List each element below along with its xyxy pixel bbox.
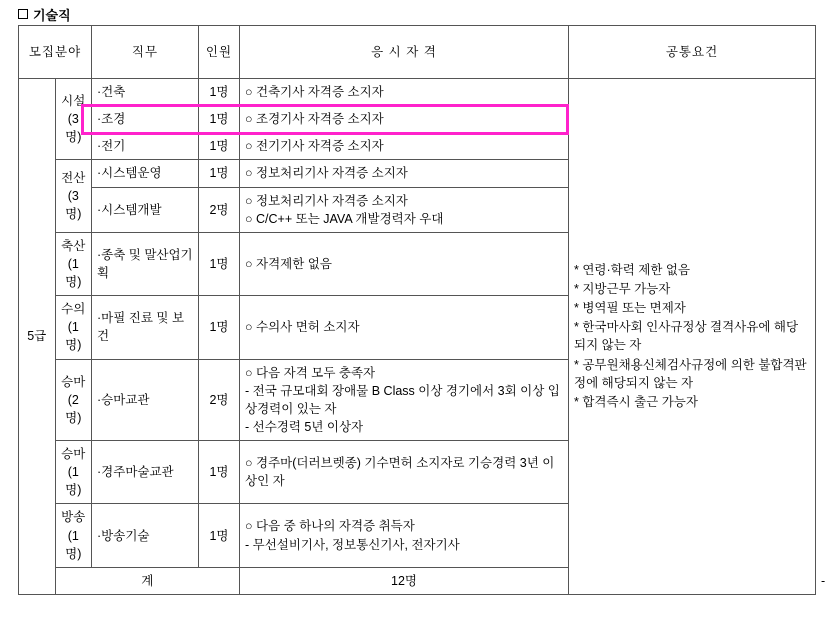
qualification-cell	[240, 296, 569, 359]
qualification-cell	[240, 160, 569, 187]
column-header-qualification: 응 시 자 격	[240, 26, 569, 79]
field-label-line3: 명)	[65, 338, 82, 353]
field-label-line3: 명)	[65, 207, 82, 222]
page-title-text: 기술직	[33, 8, 71, 23]
field-label-line2: (1	[67, 256, 79, 271]
qualification-cell	[240, 359, 569, 441]
qualification-cell	[240, 106, 569, 133]
field-label-line1: 수의	[61, 302, 86, 317]
job-cell: ·경주마술교관	[92, 441, 199, 504]
qualification-cell	[240, 504, 569, 567]
qualification-cell	[240, 441, 569, 504]
count-cell: 1명	[199, 106, 240, 133]
common-requirement-item: * 병역필 또는 면제자	[574, 301, 686, 316]
field-label-line2: (1	[67, 320, 79, 335]
field-label-line1: 승마	[61, 374, 86, 389]
column-header-common: 공통요건	[569, 26, 816, 79]
count-cell: 1명	[199, 133, 240, 160]
job-cell: ·종축 및 말산업기획	[92, 232, 199, 295]
field-cell-equestrian	[55, 359, 92, 441]
count-cell: 2명	[199, 359, 240, 441]
common-requirements-cell	[569, 79, 816, 595]
count-cell: 1명	[199, 160, 240, 187]
column-header-job: 직무	[92, 26, 199, 79]
field-cell-broadcasting	[55, 504, 92, 567]
field-label-line3: 명)	[65, 483, 82, 498]
field-cell-it	[55, 160, 92, 232]
job-cell: ·시스템개발	[92, 187, 199, 232]
job-cell: ·전기	[92, 133, 199, 160]
qualification-line: ○ 전기기사 자격증 소지자	[245, 139, 384, 154]
field-cell-veterinary	[55, 296, 92, 359]
count-cell: 2명	[199, 187, 240, 232]
qualification-line: ○ 경주마(더러브렛종) 기수면허 소지자로 기승경력 3년 이상인 자	[245, 456, 555, 489]
table-header	[19, 26, 816, 79]
field-label-line2: (1	[67, 528, 79, 543]
count-cell: 1명	[199, 232, 240, 295]
table-total-row: 계 12명 -	[19, 567, 816, 594]
field-label-line2: (1	[67, 465, 79, 480]
field-cell-livestock	[55, 232, 92, 295]
count-cell: 1명	[199, 504, 240, 567]
qualification-line: ○ 수의사 면허 소지자	[245, 320, 360, 335]
qualification-line: ○ 정보처리기사 자격증 소지자	[245, 166, 408, 181]
recruitment-table	[18, 25, 825, 595]
job-cell: ·시스템운영	[92, 160, 199, 187]
page-title	[18, 5, 71, 24]
field-label-line2: (2	[67, 392, 79, 407]
field-cell-facility	[55, 79, 92, 160]
column-header-count: 인원	[199, 26, 240, 79]
total-label: 계	[55, 567, 240, 594]
field-label-line3: 명)	[65, 130, 82, 145]
qualification-line: - 선수경력 5년 이상자	[245, 419, 364, 434]
qualification-line: ○ 자격제한 없음	[245, 256, 332, 271]
job-cell: ·승마교관	[92, 359, 199, 441]
common-requirement-item: * 연령·학력 제한 없음	[574, 262, 691, 277]
count-cell: 1명	[199, 296, 240, 359]
column-header-field: 모집분야	[19, 26, 92, 79]
field-label-line3: 명)	[65, 546, 82, 561]
common-requirement-item: * 한국마사회 인사규정상 결격사유에 해당되지 않는 자	[574, 320, 799, 353]
table-header-row	[19, 26, 816, 79]
qualification-line: ○ 다음 자격 모두 충족자	[245, 365, 376, 380]
field-label-line1: 방송	[61, 510, 86, 525]
field-label-line1: 시설	[61, 94, 86, 108]
square-outline-icon	[18, 9, 28, 19]
qualification-line: ○ C/C++ 또는 JAVA 개발경력자 우대	[245, 211, 444, 226]
common-requirement-item: * 합격즉시 출근 가능자	[574, 394, 698, 409]
qualification-line: - 전국 규모대회 장애물 B Class 이상 경기에서 3회 이상 입상경력이 있는 자	[245, 383, 560, 416]
total-count: 12명	[240, 567, 569, 594]
table-row	[19, 79, 816, 106]
count-cell: 1명	[199, 79, 240, 106]
field-cell-equestrian-racing	[55, 441, 92, 504]
field-label-line2: (3	[67, 189, 79, 203]
qualification-cell	[240, 187, 569, 232]
field-label-line3: 명)	[65, 410, 82, 425]
qualification-line: ○ 다음 중 하나의 자격증 취득자	[245, 519, 415, 534]
qualification-line: ○ 건축기사 자격증 소지자	[245, 85, 384, 99]
qualification-line: - 무선설비기사, 정보통신기사, 전자기사	[245, 537, 460, 552]
count-cell: 1명	[199, 441, 240, 504]
job-cell: ·방송기술	[92, 504, 199, 567]
field-label-line1: 축산	[61, 238, 86, 253]
common-requirement-item: * 지방근무 가능자	[574, 282, 671, 297]
common-requirements-list	[574, 261, 810, 411]
field-label-line3: 명)	[65, 275, 82, 289]
table-body	[19, 79, 825, 595]
field-label-line2: (3	[67, 112, 79, 127]
qualification-cell	[240, 232, 569, 295]
field-label-line1: 승마	[61, 447, 86, 461]
field-label-line1: 전산	[61, 170, 86, 185]
job-cell: ·마필 진료 및 보건	[92, 296, 199, 359]
qualification-line: ○ 조경기사 자격증 소지자	[245, 112, 384, 127]
job-cell: ·건축	[92, 79, 199, 106]
common-requirement-item: * 공무원채용신체검사규정에 의한 불합격판정에 해당되지 않는 자	[574, 357, 807, 390]
qualification-cell	[240, 133, 569, 160]
grade-cell: 5급	[19, 79, 56, 595]
qualification-line: ○ 정보처리기사 자격증 소지자	[245, 193, 408, 208]
job-cell: ·조경	[92, 106, 199, 133]
qualification-cell	[240, 79, 569, 106]
